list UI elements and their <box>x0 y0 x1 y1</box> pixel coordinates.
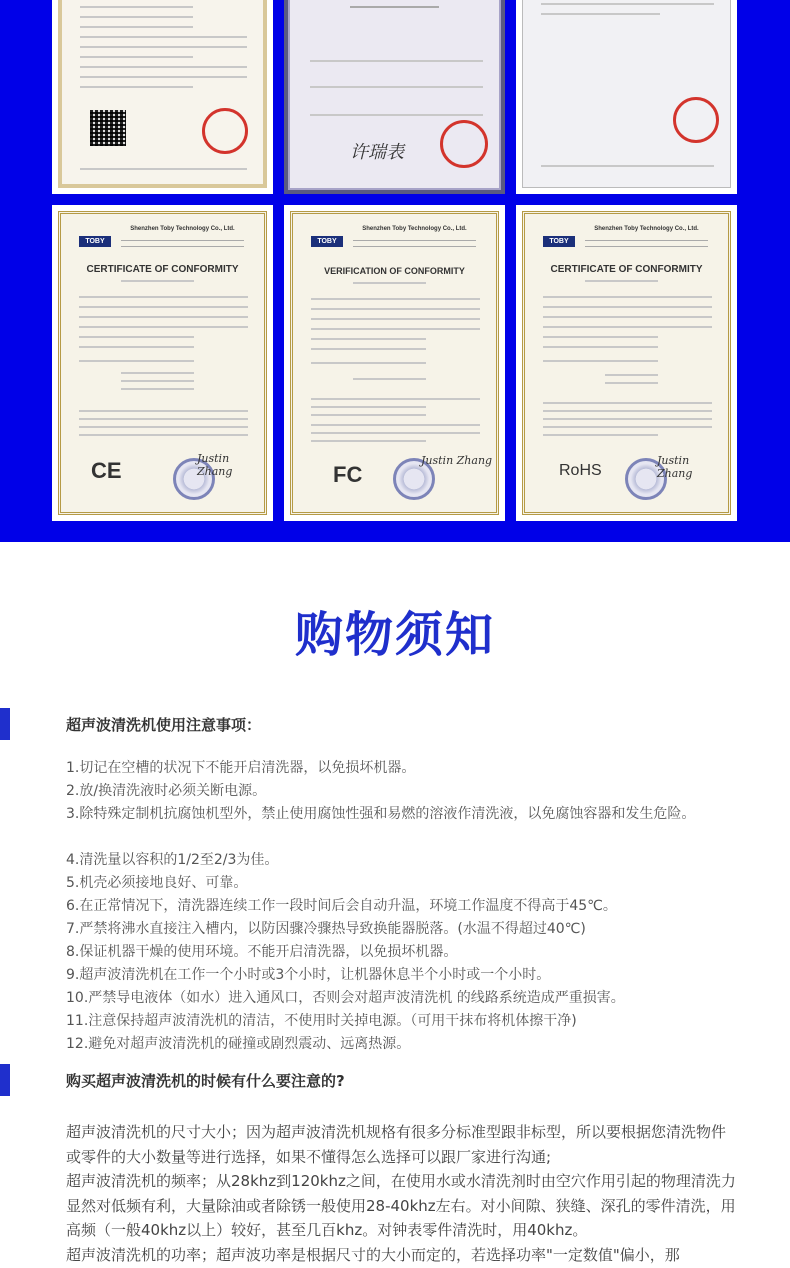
fcc-mark-icon: FC <box>333 462 363 487</box>
fcc-certificate-title: VERIFICATION OF CONFORMITY <box>324 266 465 276</box>
list-item: 12.避免对超声波清洗机的碰撞或剧烈震动、远离热源。 <box>66 1036 411 1052</box>
qr-code-icon <box>90 110 126 146</box>
list-item: 3.除特殊定制机抗腐蚀机型外，禁止使用腐蚀性强和易燃的溶液作清洗液，以免腐蚀容器和发生危险。 <box>66 806 696 822</box>
ce-certificate-title: CERTIFICATE OF CONFORMITY <box>86 264 239 275</box>
list-item: 4.清洗量以容积的1/2至2/3为佳。 <box>66 852 279 868</box>
toby-logo-icon: TOBY <box>543 236 575 247</box>
fcc-issuer-name: Shenzhen Toby Technology Co., Ltd. <box>362 226 467 232</box>
business-license-image <box>52 0 273 194</box>
list-item: 8.保证机器干燥的使用环境。不能开启清洗器，以免损坏机器。 <box>66 944 458 960</box>
red-stamp-icon <box>202 108 248 154</box>
rohs-mark-icon: RoHS <box>559 462 602 479</box>
registration-certificate-image <box>284 0 505 194</box>
list-item: 11.注意保持超声波清洗机的清洁，不使用时关掉电源。（可用干抹布将机体擦干净) <box>66 1013 577 1029</box>
rohs-issuer-name: Shenzhen Toby Technology Co., Ltd. <box>594 226 699 232</box>
ce-issuer-name: Shenzhen Toby Technology Co., Ltd. <box>130 226 235 232</box>
certificate-gallery <box>0 0 790 542</box>
list-item: 1.切记在空槽的状况下不能开启清洗器，以免损坏机器。 <box>66 760 416 776</box>
section-heading-purchase-tips: 购买超声波清洗机的时候有什么要注意的? <box>66 1072 345 1090</box>
manager-signature: Justin Zhang <box>197 452 233 478</box>
paragraph: 超声波清洗机的频率；从28khz到120khz之间，在使用水或水清洗剂时由空穴作用引起的物理清洗力显然对低频有利，大量除油或者除锈一般使用28-40khz左右。对小间隙、狭缝、深孔的零件清洗，用高频（一般40khz以上）较好，甚至几百khz。对钟表零件清洗时，用40khz。 <box>66 1172 736 1239</box>
red-stamp-icon <box>440 120 488 168</box>
list-item: 2.放/换清洗液时必须关断电源。 <box>66 783 267 799</box>
ce-mark-icon: CE <box>91 458 122 483</box>
page-title: 购物须知 <box>294 607 495 663</box>
list-item: 6.在正常情况下，清洗器连续工作一段时间后会自动升温，环境工作温度不得高于45℃。 <box>66 898 617 914</box>
list-item: 9.超声波清洗机在工作一个小时或3个小时，让机器休息半个小时或一个小时。 <box>66 967 551 983</box>
ce-certificate <box>52 205 273 521</box>
list-item: 5.机壳必须接地良好、可靠。 <box>66 875 248 891</box>
list-item: 10.严禁导电液体（如水）进入通风口，否则会对超声波清洗机 的线路系统造成严重损害。 <box>66 990 625 1006</box>
stamp-signature: 许瑞表 <box>350 142 404 163</box>
authorization-letter-image <box>516 0 737 194</box>
red-stamp-icon <box>673 97 719 143</box>
rohs-certificate <box>516 205 737 521</box>
manager-signature: Justin Zhang <box>421 454 493 467</box>
manager-signature: Justin Zhang <box>657 454 693 480</box>
paragraph: 超声波清洗机的尺寸大小；因为超声波清洗机规格有很多分标准型跟非标型，所以要根据您清洗物件或零件的大小数量等进行选择，如果不懂得怎么选择可以跟厂家进行沟通; <box>66 1123 727 1166</box>
toby-logo-icon: TOBY <box>311 236 343 247</box>
section-accent-bar <box>0 1064 10 1096</box>
section-heading-usage-notes: 超声波清洗机使用注意事项： <box>66 716 262 734</box>
list-item: 7.严禁将沸水直接注入槽内，以防因骤冷骤热导致换能器脱落。(水温不得超过40℃) <box>66 921 586 937</box>
toby-logo-icon: TOBY <box>79 236 111 247</box>
paragraph: 超声波清洗机的功率；超声波功率是根据尺寸的大小而定的，若选择功率"一定数值"偏小，那 <box>66 1246 680 1264</box>
rohs-certificate-title: CERTIFICATE OF CONFORMITY <box>550 264 703 275</box>
section-accent-bar <box>0 708 10 740</box>
fcc-certificate <box>284 205 505 521</box>
